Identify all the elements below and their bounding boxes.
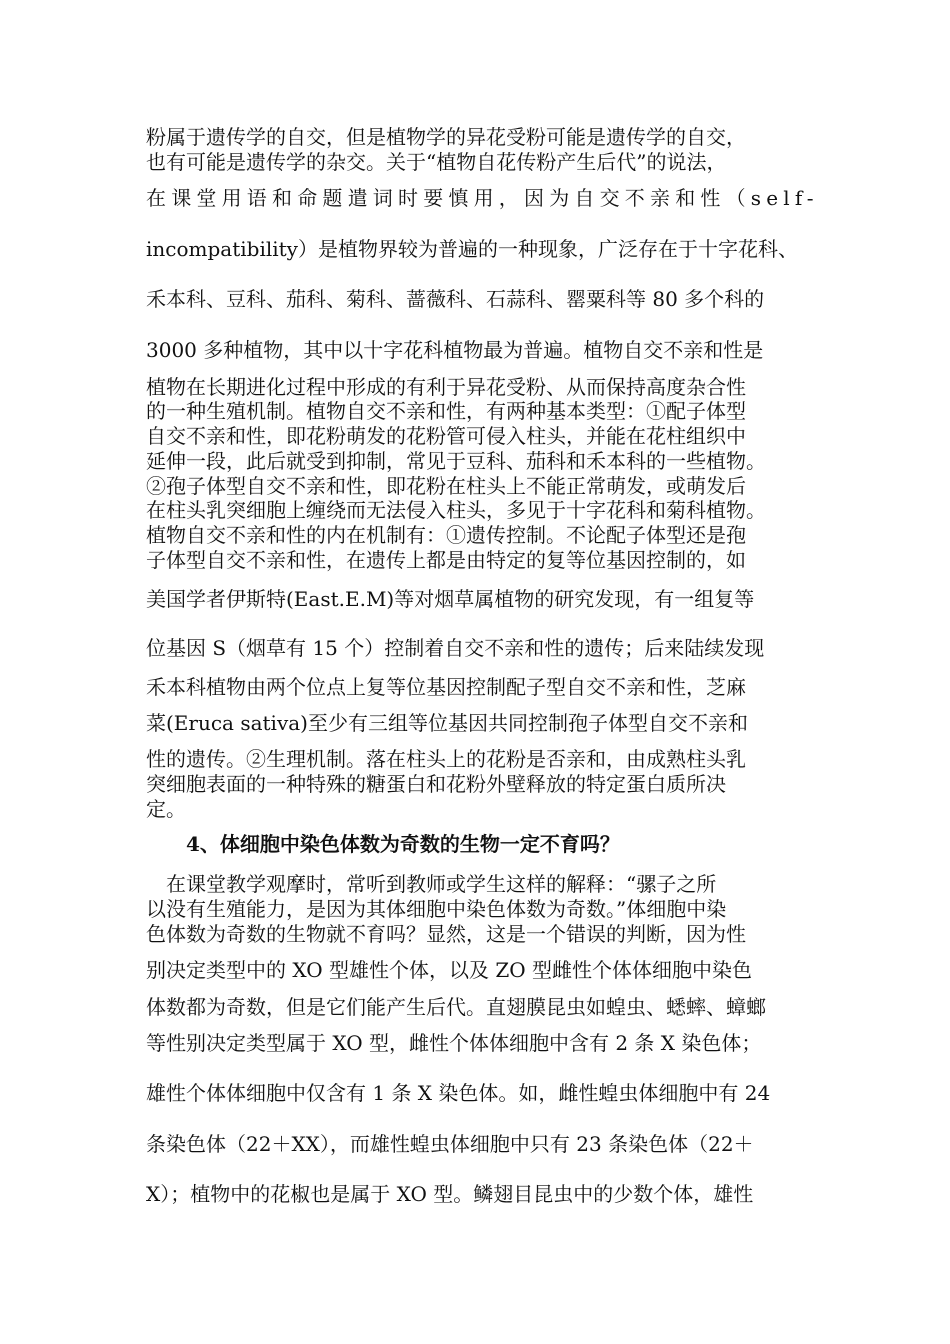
text-line: 性的遗传。②生理机制。落在柱头上的花粉是否亲和，由成熟柱头乳: [146, 747, 746, 771]
text-line: 等性别决定类型属于 XO 型，雌性个体体细胞中含有 2 条 X 染色体；: [146, 1031, 762, 1055]
text-line: 植物自交不亲和性的内在机制有：①遗传控制。不论配子体型还是孢: [146, 523, 746, 547]
text-line: 条染色体（22＋XX），而雄性蝗虫体细胞中只有 23 条染色体（22＋: [146, 1132, 754, 1156]
text-line: ②孢子体型自交不亲和性，即花粉在柱头上不能正常萌发，或萌发后: [146, 474, 746, 498]
text-line: 也有可能是遗传学的杂交。关于“植物自花传粉产生后代”的说法，: [146, 150, 727, 174]
text-line: 体数都为奇数，但是它们能产生后代。直翅膜昆虫如蝗虫、蟋蟀、蟑螂: [146, 995, 766, 1019]
text-line: 延伸一段，此后就受到抑制，常见于豆科、茄科和禾本科的一些植物。: [146, 449, 766, 473]
text-line: 色体数为奇数的生物就不育吗？显然，这是一个错误的判断，因为性: [146, 922, 746, 946]
text-line: 3000 多种植物，其中以十字花科植物最为普遍。植物自交不亲和性是: [146, 338, 764, 362]
text-line: 在柱头乳突细胞上缠绕而无法侵入柱头，多见于十字花科和菊科植物。: [146, 498, 766, 522]
text-line: 突细胞表面的一种特殊的糖蛋白和花粉外壁释放的特定蛋白质所决: [146, 772, 726, 796]
text-line: 的一种生殖机制。植物自交不亲和性，有两种基本类型：①配子体型: [146, 399, 746, 423]
text-line: 美国学者伊斯特(East.E.M)等对烟草属植物的研究发现，有一组复等: [146, 587, 755, 611]
text-line: 植物在长期进化过程中形成的有利于异花受粉、从而保持高度杂合性: [146, 375, 746, 399]
section-heading: 4、体细胞中染色体数为奇数的生物一定不育吗？: [186, 832, 620, 856]
text-line: 禾本科、豆科、茄科、菊科、蔷薇科、石蒜科、罂粟科等 80 多个科的: [146, 287, 765, 311]
text-line: 禾本科植物由两个位点上复等位基因控制配子型自交不亲和性，芝麻: [146, 675, 746, 699]
text-line: 位基因 S（烟草有 15 个）控制着自交不亲和性的遗传；后来陆续发现: [146, 636, 765, 660]
text-line: X）；植物中的花椒也是属于 XO 型。鳞翅目昆虫中的少数个体，雄性: [146, 1182, 754, 1206]
text-line: 在课堂教学观摩时，常听到教师或学生这样的解释：“骡子之所: [146, 872, 717, 896]
text-line: 定。: [146, 797, 186, 821]
text-line: 子体型自交不亲和性，在遗传上都是由特定的复等位基因控制的，如: [146, 548, 746, 572]
text-line: 以没有生殖能力，是因为其体细胞中染色体数为奇数。”体细胞中染: [146, 897, 727, 921]
text-line: incompatibility）是植物界较为普遍的一种现象，广泛存在于十字花科、: [146, 237, 798, 261]
text-line: 自交不亲和性，即花粉萌发的花粉管可侵入柱头，并能在花柱组织中: [146, 424, 746, 448]
text-line: 在课堂用语和命题遣词时要慎用，因为自交不亲和性（self-: [146, 186, 819, 210]
text-line: 别决定类型中的 XO 型雄性个体，以及 ZO 型雌性个体体细胞中染色: [146, 958, 753, 982]
text-line: 雄性个体体细胞中仅含有 1 条 X 染色体。如，雌性蝗虫体细胞中有 24: [146, 1081, 771, 1105]
text-line: 菜(Eruca sativa)至少有三组等位基因共同控制孢子体型自交不亲和: [146, 711, 748, 735]
text-line: 粉属于遗传学的自交，但是植物学的异花受粉可能是遗传学的自交，: [146, 125, 746, 149]
